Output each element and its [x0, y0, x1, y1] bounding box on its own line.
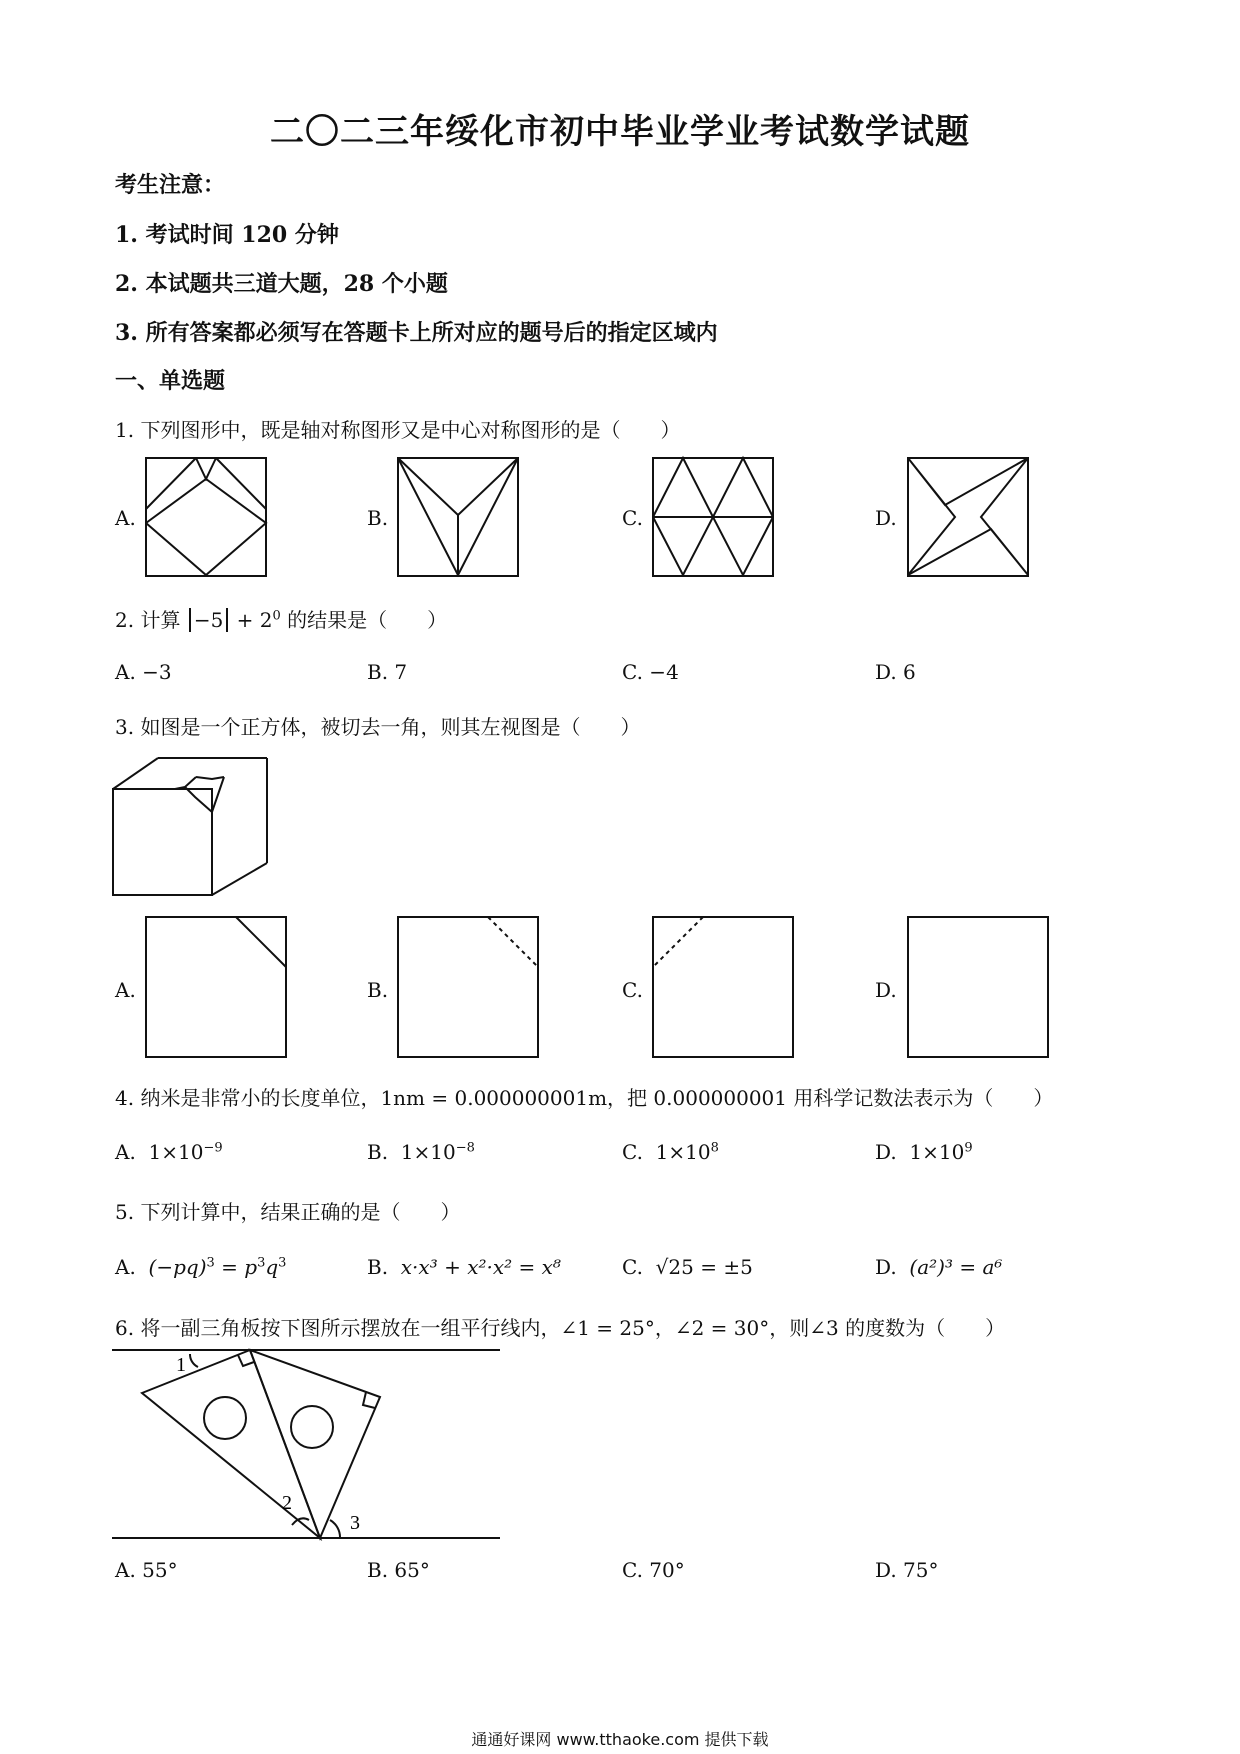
q4-option-a-base: 1×10 [148, 1140, 204, 1164]
q1-figure-c [652, 457, 774, 577]
q5-option-a-q: q [265, 1255, 279, 1279]
q2-option-c: C. −4 [622, 660, 679, 684]
q3-stem: 3. 如图是一个正方体，被切去一角，则其左视图是（ ） [115, 715, 641, 739]
section-title: 一、单选题 [115, 368, 226, 394]
q2-plus-base: + 2 [236, 608, 273, 632]
q3-figure-a [145, 916, 287, 1058]
q1-option-c-label: C. [622, 506, 643, 530]
q4-option-d [875, 1140, 973, 1164]
q3-cube-figure [112, 757, 272, 897]
q1-figure-d [907, 457, 1029, 577]
q6-triangle-left [142, 1350, 320, 1538]
q1-figure-b [397, 457, 519, 577]
q5-option-a-p: = p [214, 1255, 258, 1279]
q5-option-c [622, 1255, 753, 1279]
q5-option-c-label: C. [622, 1255, 643, 1279]
q4-stem: 4. 纳米是非常小的长度单位，1nm = 0.000000001m，把 0.000000001 用科学记数法表示为（ ） [115, 1086, 1054, 1110]
q5-option-a [115, 1255, 286, 1279]
q2-stem-suffix: 的结果是（ ） [287, 608, 448, 632]
q2-option-b: B. 7 [367, 660, 408, 684]
q2-stem-prefix: 2. 计算 [115, 608, 181, 632]
page-footer: 通通好课网 www.tthaoke.com 提供下载 [471, 1730, 769, 1749]
q6-stem: 6. 将一副三角板按下图所示摆放在一组平行线内，∠1 = 25°，∠2 = 30°，则∠3 的度数为（ ） [115, 1316, 1006, 1340]
q5-option-b-label: B. [367, 1255, 389, 1279]
q5-option-b-text: x·x³ + x²·x² = x⁸ [400, 1255, 561, 1279]
q5-option-a-exp3: 3 [278, 1255, 287, 1271]
q4-option-c-base: 1×10 [655, 1140, 711, 1164]
q4-option-d-label: D. [875, 1140, 897, 1164]
q1-stem: 1. 下列图形中，既是轴对称图形又是中心对称图形的是（ ） [115, 418, 681, 442]
notice-item-3: 3. 所有答案都必须写在答题卡上所对应的题号后的指定区域内 [115, 320, 718, 346]
q6-angle-3-label: 3 [350, 1512, 360, 1534]
q5-option-d [875, 1255, 1002, 1279]
q4-option-b-exp: −8 [455, 1140, 475, 1156]
q4-option-c-label: C. [622, 1140, 643, 1164]
q1-option-b-label: B. [367, 506, 389, 530]
q5-option-c-text: √25 = ±5 [655, 1255, 753, 1279]
q3-option-a-label: A. [115, 978, 136, 1002]
q4-option-a-label: A. [115, 1140, 136, 1164]
q4-option-c-exp: 8 [710, 1140, 719, 1156]
q5-option-a-label: A. [115, 1255, 136, 1279]
q6-option-a: A. 55° [115, 1558, 178, 1582]
q1-figure-a [145, 457, 267, 577]
q2-exponent: 0 [272, 608, 281, 624]
q5-option-d-text: (a²)³ = a⁶ [909, 1255, 1003, 1279]
q6-circle-right [291, 1406, 333, 1448]
q5-option-d-label: D. [875, 1255, 897, 1279]
q4-option-c [622, 1140, 719, 1164]
q5-option-a-exp1: 3 [206, 1255, 215, 1271]
q4-option-a-exp: −9 [203, 1140, 223, 1156]
q6-triangle-right [250, 1350, 380, 1538]
q2-stem [115, 604, 447, 633]
q5-option-a-lhs: (−pq) [148, 1255, 207, 1279]
q2-absolute-value: −5 [189, 608, 228, 632]
q5-option-b [367, 1255, 561, 1279]
q3-figure-d [907, 916, 1049, 1058]
q3-option-b-label: B. [367, 978, 389, 1002]
q1-option-d-label: D. [875, 506, 897, 530]
q4-option-b-label: B. [367, 1140, 389, 1164]
q4-option-a [115, 1140, 223, 1164]
q4-option-b [367, 1140, 475, 1164]
q6-option-c: C. 70° [622, 1558, 685, 1582]
page-title: 二〇二三年绥化市初中毕业学业考试数学试题 [270, 112, 970, 152]
q4-option-d-base: 1×10 [909, 1140, 965, 1164]
q3-option-d-label: D. [875, 978, 897, 1002]
notice-heading: 考生注意： [115, 172, 226, 198]
q3-figure-b [397, 916, 539, 1058]
q5-stem: 5. 下列计算中，结果正确的是（ ） [115, 1200, 461, 1224]
q4-option-d-exp: 9 [964, 1140, 973, 1156]
q6-circle-left [204, 1397, 246, 1439]
q3-figure-c [652, 916, 794, 1058]
q6-angle-2-label: 2 [282, 1492, 292, 1514]
q6-option-b: B. 65° [367, 1558, 430, 1582]
q5-option-a-exp2: 3 [257, 1255, 266, 1271]
notice-item-1: 1. 考试时间 120 分钟 [115, 222, 339, 248]
q6-option-d: D. 75° [875, 1558, 939, 1582]
q6-figure [112, 1345, 502, 1545]
q2-option-a: A. −3 [115, 660, 172, 684]
q2-option-d: D. 6 [875, 660, 916, 684]
q4-option-b-base: 1×10 [400, 1140, 456, 1164]
q3-option-c-label: C. [622, 978, 643, 1002]
q6-angle-1-label: 1 [176, 1354, 186, 1376]
q1-option-a-label: A. [115, 506, 136, 530]
notice-item-2: 2. 本试题共三道大题，28 个小题 [115, 271, 448, 297]
